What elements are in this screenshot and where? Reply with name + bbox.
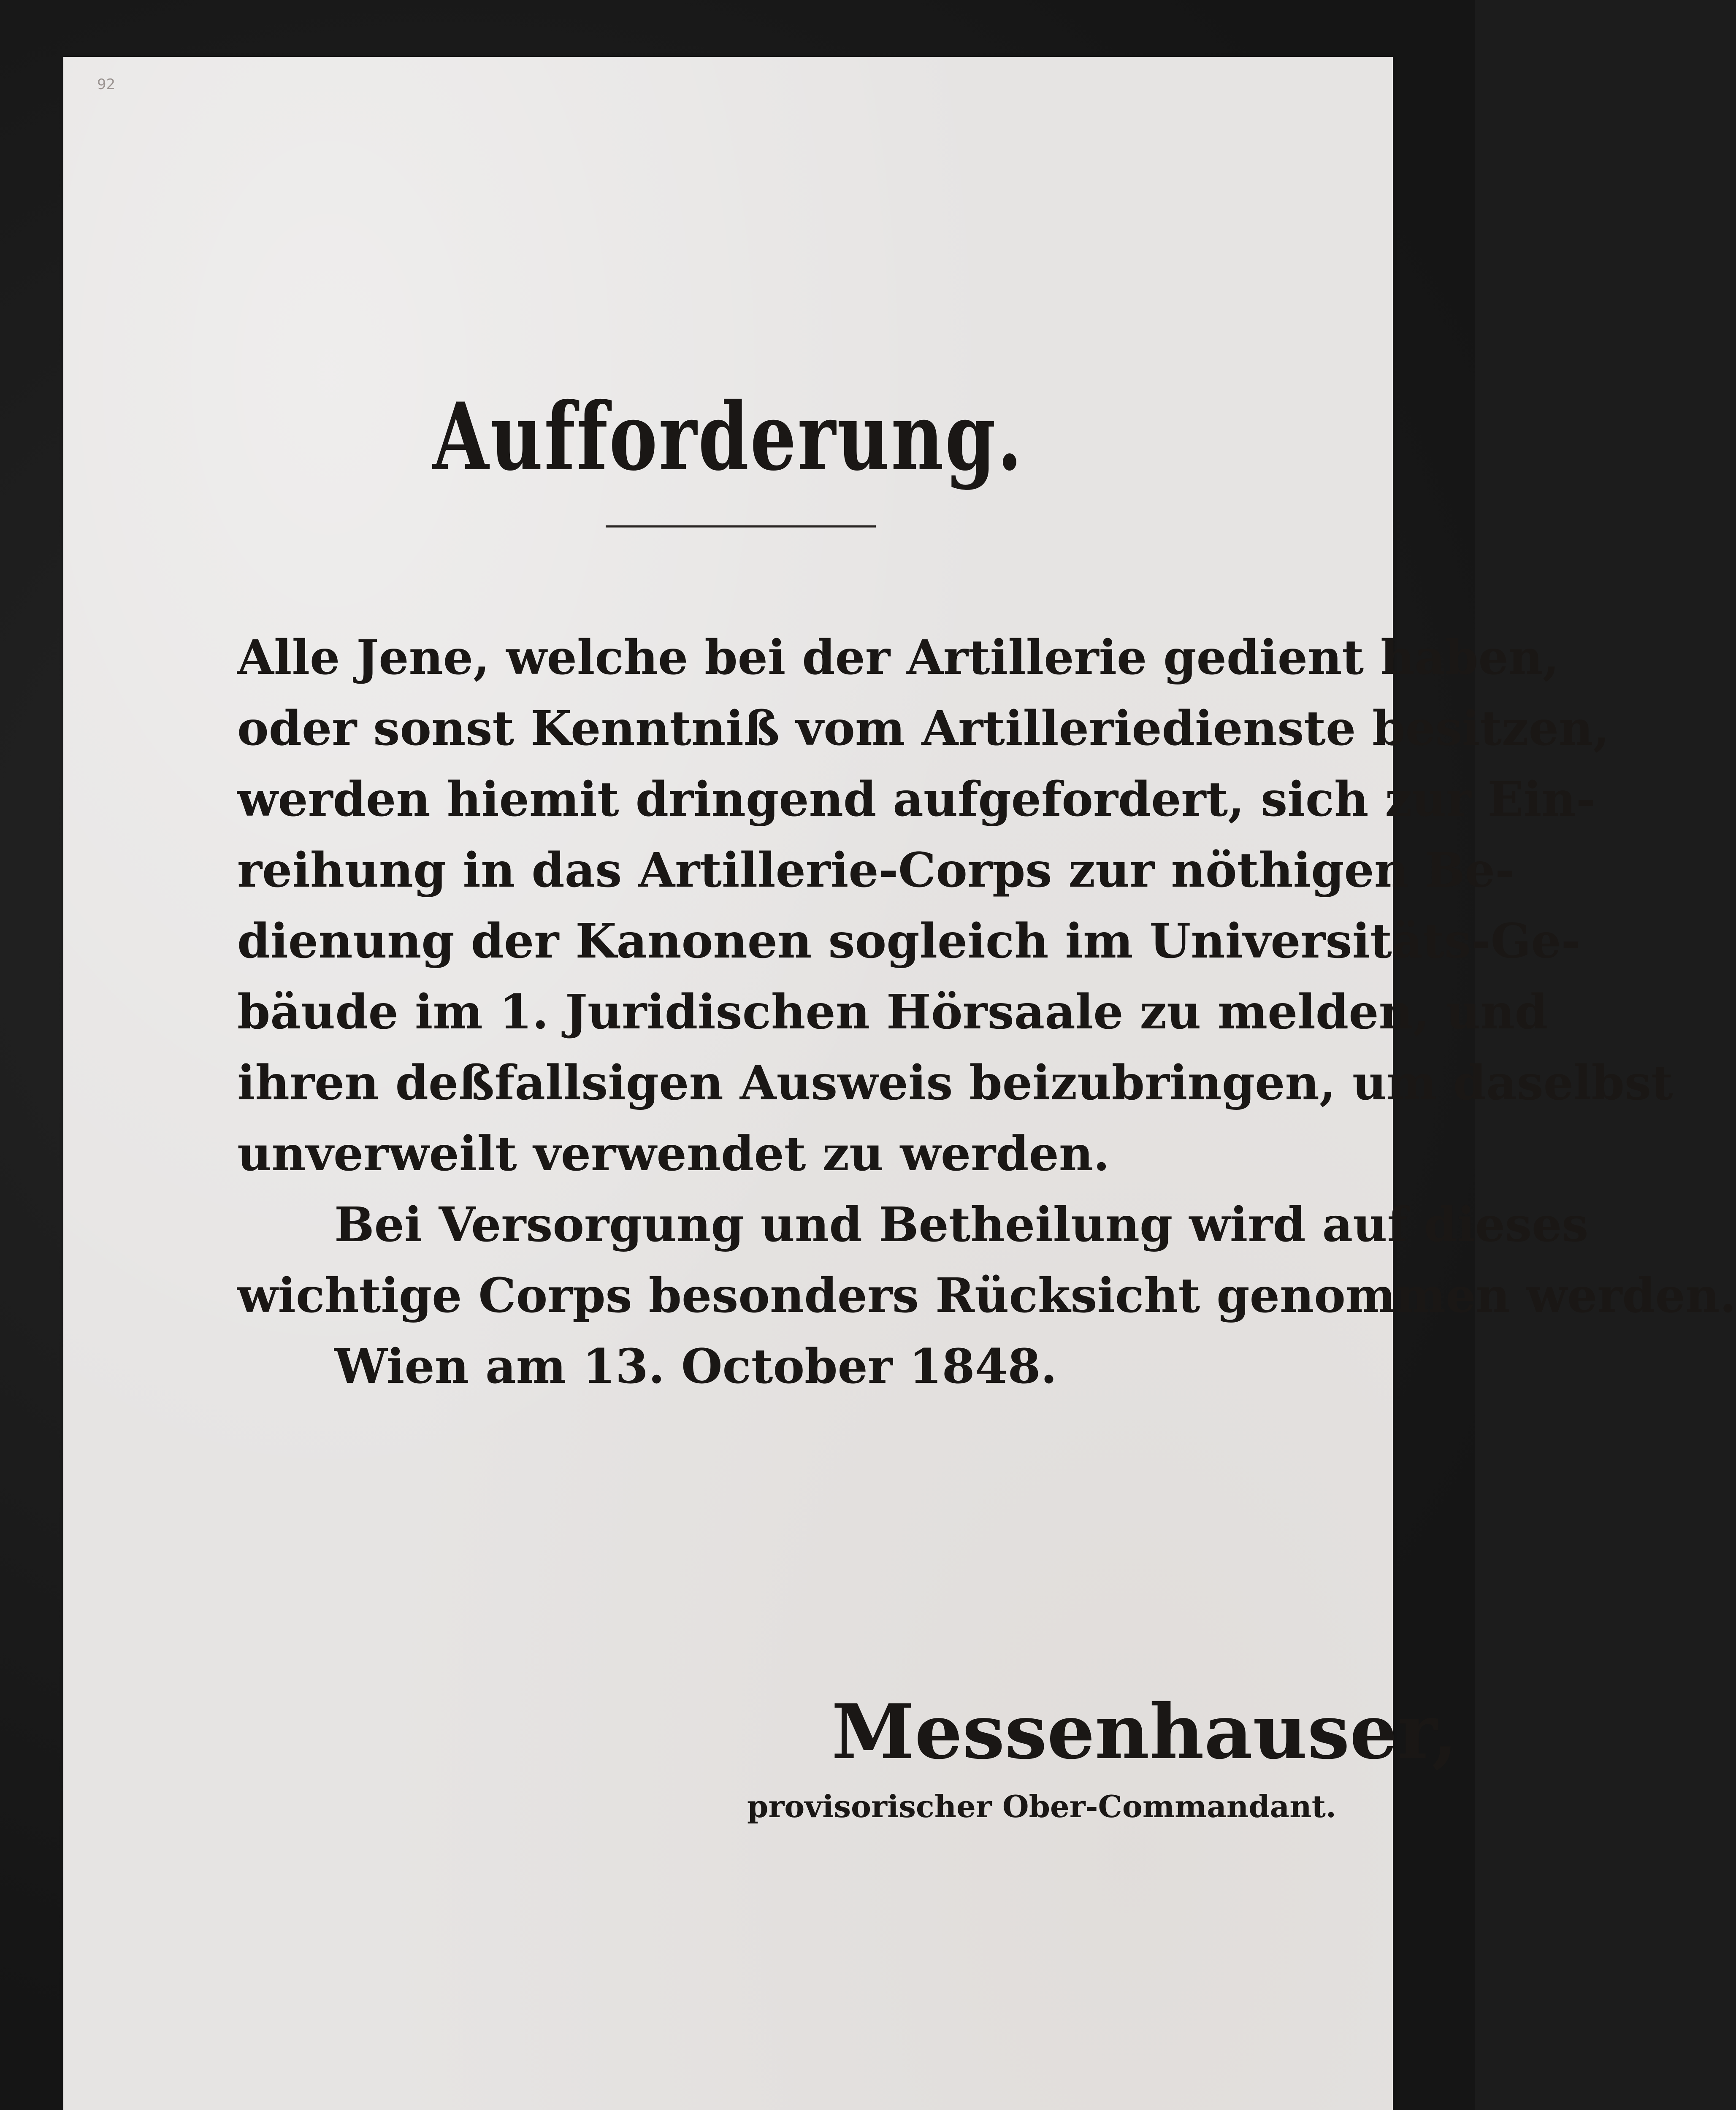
body-line: ihren deßfallsigen Ausweis beizubringen, um daselbst: [237, 1055, 1673, 1111]
body-line: unverweilt verwendet zu werden.: [237, 1126, 1110, 1182]
body-line: werden hiemit dringend aufgefordert, sich zur Ein-: [237, 772, 1596, 827]
paragraph2-line: Bei Versorgung und Betheilung wird auf dieses: [334, 1197, 1589, 1252]
title-divider: [606, 525, 876, 528]
signature-name: Messenhauser,: [831, 1688, 1458, 1776]
poster-body: [237, 622, 1736, 1402]
body-line: dienung der Kanonen sogleich im Universitäts-Ge-: [237, 914, 1581, 969]
date-line: Wien am 13. October 1848.: [334, 1339, 1057, 1394]
poster-sheet: [63, 57, 1736, 2110]
body-line: reihung in das Artillerie-Corps zur nöthigen Be-: [237, 843, 1515, 898]
paragraph2-line: wichtige Corps besonders Rücksicht genommen werden.: [237, 1268, 1736, 1323]
body-line: bäude im 1. Juridischen Hörsaale zu melden, und: [237, 985, 1548, 1040]
body-line: Alle Jene, welche bei der Artillerie gedient haben,: [237, 630, 1560, 685]
archive-number: 92: [97, 76, 116, 93]
poster-title: Aufforderung.: [433, 382, 1024, 491]
body-line: oder sonst Kenntniß vom Artilleriedienste besitzen,: [237, 701, 1610, 756]
signature-title: provisorischer Ober-Commandant.: [747, 1788, 1336, 1824]
